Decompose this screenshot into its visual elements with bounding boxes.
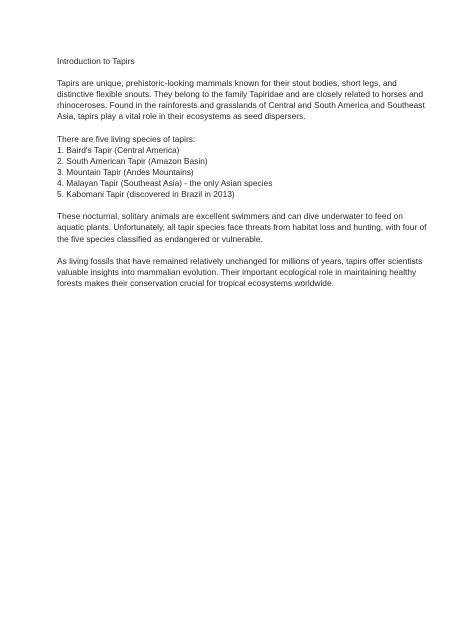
species-item: 3. Mountain Tapir (Andes Mountains)	[57, 166, 194, 177]
species-list	[57, 134, 427, 201]
paragraph-behavior: These nocturnal, solitary animals are excellent swimmers and can dive underwater to feed on aquatic plants. Unfortunately, all tapir species face threats from habitat loss and hunting, with four of the five species classified as endangered or vulnerable.	[57, 211, 427, 244]
paragraph-conclusion: As living fossils that have remained relatively unchanged for millions of years, tapirs offer scientists valuable insights into mammalian evolution. Their important ecological role in maintaining healthy forests makes their conservation crucial for tropical ecosystems worldwide.	[57, 255, 423, 288]
species-item: 2. South American Tapir (Amazon Basin)	[57, 155, 208, 166]
species-item: 1. Baird's Tapir (Central America)	[57, 144, 180, 155]
document-body	[57, 56, 427, 300]
species-list-intro: There are five living species of tapirs:	[57, 133, 196, 144]
paragraph-intro: Tapirs are unique, prehistoric-looking mammals known for their stout bodies, short legs, and distinctive flexible snouts. They belong to the family Tapiridae and are closely related to horses and rhinoceroses. Found in the rainforests and grasslands of Central and South America and Southeast Asia, tapirs play a vital role in their ecosystems as seed dispersers.	[57, 78, 425, 122]
species-item: 5. Kabomani Tapir (discovered in Brazil in 2013)	[57, 189, 235, 200]
species-item: 4. Malayan Tapir (Southeast Asia) - the only Asian species	[57, 178, 273, 189]
document-title: Introduction to Tapirs	[57, 56, 135, 66]
